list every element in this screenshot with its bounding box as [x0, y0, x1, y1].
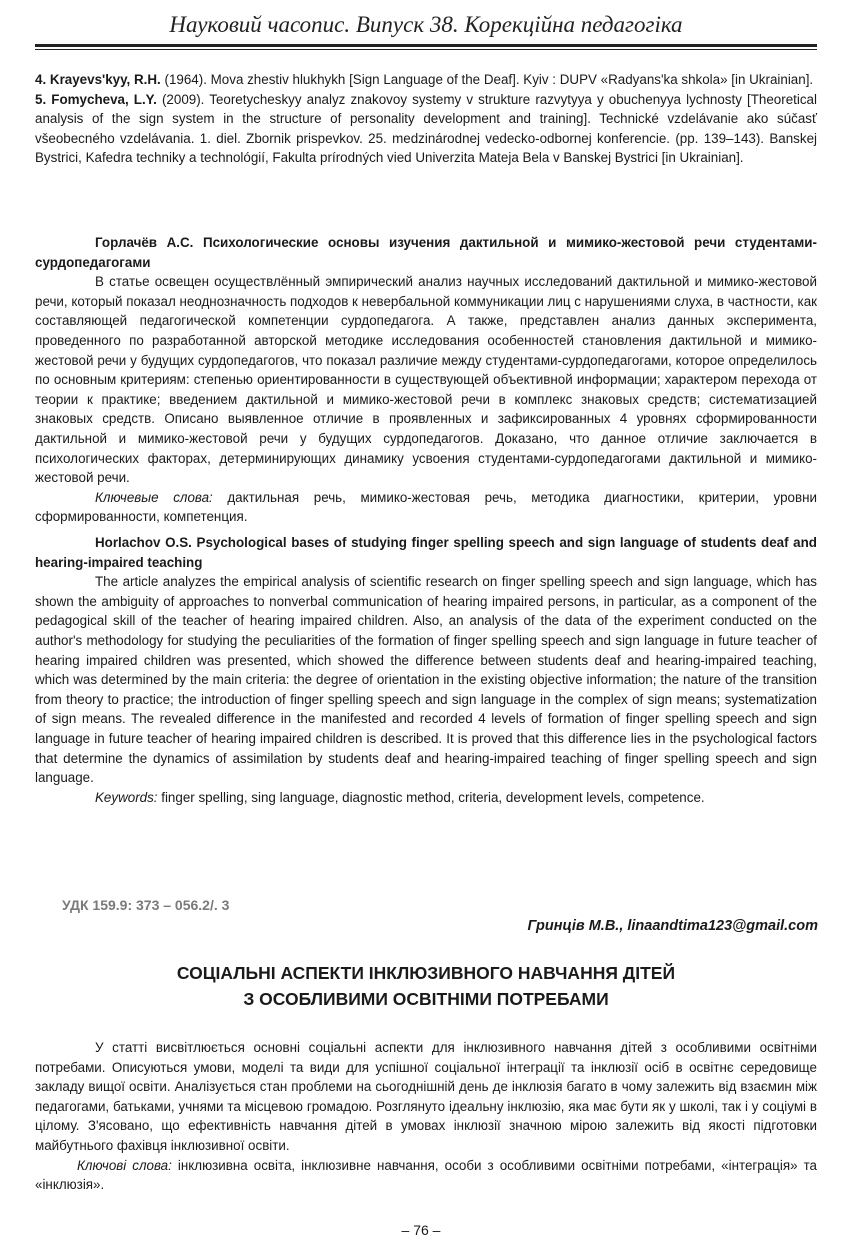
- references-list: [35, 70, 817, 168]
- en-abstract-heading: [35, 533, 817, 572]
- en-abstract-title: Psychological bases of studying finger spelling speech and sign language of students deaf and hearing-impaired teaching: [35, 535, 817, 570]
- article-title-line1: СОЦІАЛЬНІ АСПЕКТИ ІНКЛЮЗИВНОГО НАВЧАННЯ ДІТЕЙ: [176, 963, 676, 983]
- reference-author: Krayevs'kyy, R.H.: [49, 72, 161, 87]
- en-abstract: [35, 533, 817, 807]
- page-number: – 76 –: [401, 1222, 441, 1238]
- en-keywords-label: Keywords:: [95, 789, 158, 805]
- en-abstract-body: The article analyzes the empirical analysis of scientific research on finger spelling speech and sign language, which has shown the ambiguity of approaches to nonverbal communication of hearing impaired persons, in particular, as a component of the pedagogical skill of the teacher of hearing impaired children. Also, an analysis of the data of the experiment conducted on the author's methodology for studying the peculiarities of the formation of finger spelling speech and sign language in future teacher of hearing impaired children was presented, which showed the difference between students deaf and hearing-impaired teaching, which was determined by the main criteria: the degree of orientation in the existing objective information; the nature of the transition from theory to practice; the introduction of finger spelling speech and sign language in the complex of sign means; systematization of sign means. The revealed difference in the manifested and recorded 4 levels of formation of finger spelling speech and sign language in future teacher of hearing impaired children is described. It is proved that this difference lies in the psychological factors that determine the dynamics of assimilation by students deaf and hearing-impaired teaching of finger spelling speech and sign language.: [35, 574, 817, 786]
- ru-abstract-author: Горлачёв А.С.: [95, 235, 194, 250]
- reference-author: Fomycheva, L.Y.: [51, 91, 157, 107]
- ru-abstract-title: Психологические основы изучения дактильной и мимико-жестовой речи студентами-сурдопедагогами: [35, 235, 817, 270]
- ru-abstract-body: В статье освещен осуществлённый эмпирический анализ научных исследований дактильной и мимико-жестовой речи, который показал неоднозначность подходов к невербальной коммуникации лиц с нарушениями слуха, в частности, как составляющей педагогической компетенции сурдопедагога. А также, представлен анализ данных эксперимента, проведенного по разработанной авторской методике исследования особенностей становления дактильной и мимико-жестовой речи у будущих сурдопедагогов, что показал различие между студентами-сурдопедагогами, которое определилось по основным критериям: степенью ориентированности в существующей объективной информации; характером перехода от теории к практике; введением дактильной и мимико-жестовой речи в комплекс знаковых средств; систематизацией знаковых средств. Описано выявленное отличие в проявленных и зафиксированных 4 уровнях сформированности дактильной и мимико-жестовой речи у будущих сурдопедагогов. Доказано, что данное отличие заключается в психологических факторах, детерминирующих динамику усвоения студентами-сурдопедагогами дактильной и мимико-жестовой речи.: [35, 274, 817, 486]
- reference-number: 4.: [35, 72, 47, 87]
- article-title: [35, 960, 817, 1012]
- en-keywords: [35, 788, 817, 808]
- en-keywords-text: finger spelling, sing language, diagnostic method, criteria, development levels, competence.: [157, 789, 705, 805]
- header-rule-thin: [35, 49, 817, 50]
- ua-keywords: [35, 1156, 817, 1195]
- ua-keywords-text: інклюзивна освіта, інклюзивне навчання, особи з особливими освітніми потребами, «інтеграція» та «інклюзія».: [35, 1157, 818, 1193]
- header-rule-thick: [35, 44, 817, 47]
- reference-item: [35, 70, 817, 90]
- reference-text: (2009). Teoretycheskyy analyz znakovoy systemy v strukture razvytyya y obuchenyya lychnosty [Theoretical analysis of the sign system in the structure of personality development and training]. Technické vzdelávanie ako súčasť všeobecného vzdelávania. 1. diel. Zbornik prispevkov. 25. medzinárodnej vedecko-odbornej konferencie. (pp. 139–143). Banskej Bystrici, Kafedra techniky a technológií, Fakulta prírodných vied Univerzita Mateja Bela v Banskej Bystrici [in Ukrainian].: [35, 91, 817, 166]
- ua-abstract: [35, 1038, 817, 1195]
- journal-header: Науковий часопис. Випуск 38. Корекційна педагогіка: [169, 12, 683, 37]
- ua-keywords-label: Ключові слова:: [77, 1157, 172, 1173]
- article-title-line2: З ОСОБЛИВИМИ ОСВІТНІМИ ПОТРЕБАМИ: [243, 989, 609, 1009]
- ru-abstract: [35, 233, 817, 527]
- ru-abstract-heading: [35, 233, 817, 272]
- reference-item: [35, 90, 817, 168]
- reference-text: (1964). Mova zhestiv hlukhykh [Sign Language of the Deaf]. Kyiv : DUPV «Radyans'ka shkola» [in Ukrainian].: [160, 72, 814, 87]
- ua-abstract-body: У статті висвітлюється основні соціальні аспекти для інклюзивного навчання дітей з особливими освітніми потребами. Описуються умови, моделі та види для успішної соціальної інтеграції та інклюзії осіб в освітнє середовище закладу вищої освіти. Аналізується стан проблеми на сьогоднішній день де інклюзія багато в чому залежить від взаємин між педагогами, батьками, учнями та місцевою громадою. Розглянуто ідеальну інклюзію, яка має бути як у школі, так і у соціумі в цілому. З'ясовано, що ефективність навчання дітей в умовах інклюзії значною мірою залежить від якості підготовки майбутнього фахівця інклюзивної освіти.: [35, 1040, 817, 1153]
- udk-code: УДК 159.9: 373 – 056.2/. 3: [62, 897, 230, 913]
- article-author: Гринців М.В., linaandtima123@gmail.com: [527, 918, 818, 934]
- reference-number: 5.: [35, 91, 47, 107]
- ru-keywords-label: Ключевые слова:: [95, 489, 213, 505]
- ru-keywords-text: дактильная речь, мимико-жестовая речь, методика диагностики, критерии, уровни сформированности, компетенция.: [35, 489, 817, 525]
- en-abstract-author: Horlachov O.S.: [95, 535, 192, 550]
- ru-keywords: [35, 488, 817, 527]
